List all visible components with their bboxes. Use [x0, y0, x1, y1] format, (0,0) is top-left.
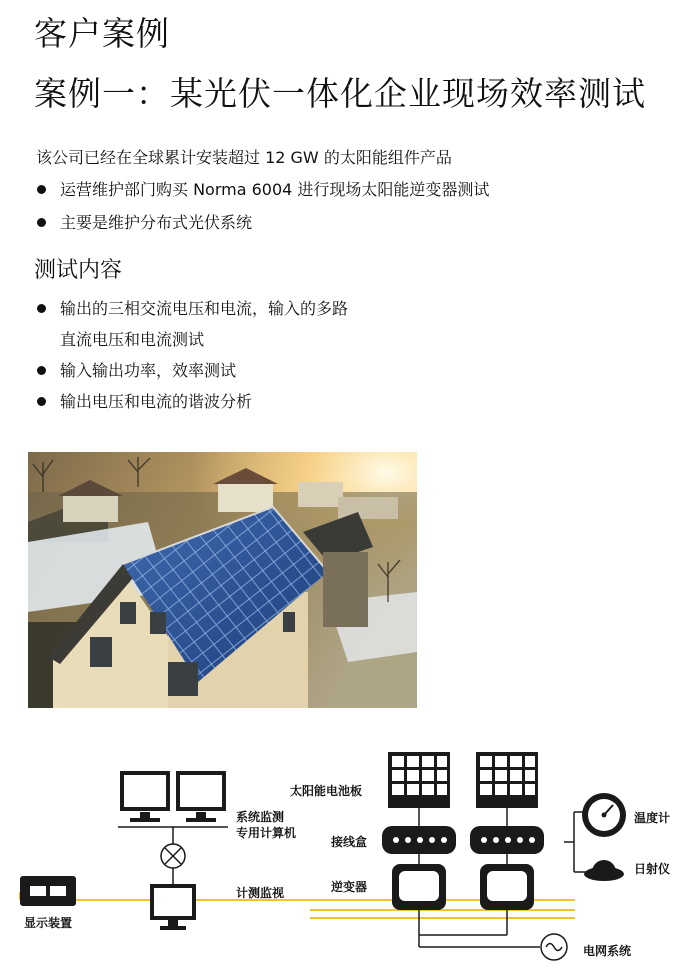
bullet-icon [37, 218, 46, 227]
bullet-icon [37, 304, 46, 313]
junction-box-label: 接线盒 [331, 835, 368, 849]
grid-ac-source-icon [541, 934, 567, 960]
inverter-icon [392, 864, 446, 910]
bullet-icon [37, 185, 46, 194]
measure-monitor-icon [152, 886, 194, 930]
test-content-list [36, 293, 348, 417]
monitor-computer-label-line2: 专用计算机 [236, 826, 297, 840]
measure-monitor-label: 计测监视 [236, 886, 285, 900]
solar-panel-icon [476, 752, 538, 808]
page-title: 客户案例 [34, 14, 170, 53]
list-item [36, 293, 348, 324]
display-device-label: 显示装置 [24, 916, 73, 930]
list-item [36, 209, 489, 242]
list-item-text: 输出电压和电流的谐波分析 [60, 392, 253, 411]
list-item-text: 主要是维护分布式光伏系统 [60, 213, 253, 232]
thermometer-gauge-icon [582, 793, 626, 837]
list-item [36, 355, 348, 386]
list-item-continuation [36, 324, 348, 355]
junction-box-icon [470, 826, 544, 854]
list-item [36, 386, 348, 417]
grid-label: 电网系统 [583, 944, 632, 958]
list-item [36, 176, 489, 209]
inverter-label: 逆变器 [331, 880, 368, 894]
solar-panel-icon [388, 752, 450, 808]
list-item-text: 运营维护部门购买 Norma 6004 进行现场太阳能逆变器测试 [60, 180, 490, 199]
pyranometer-icon [584, 860, 624, 881]
solar-panel-label: 太阳能电池板 [290, 784, 363, 798]
list-item-text: 输出的三相交流电压和电流，输入的多路 [60, 299, 349, 318]
bullet-icon [37, 397, 46, 406]
list-item-text: 直流电压和电流测试 [60, 330, 205, 349]
list-item-text: 输入输出功率，效率测试 [60, 361, 237, 380]
display-device-icon [20, 876, 76, 906]
bullet-icon [37, 366, 46, 375]
monitor-computer-label-line1: 系统监测 [236, 810, 285, 824]
pyranometer-label: 日射仪 [634, 862, 671, 876]
thermometer-label: 温度计 [634, 811, 671, 825]
intro-text: 该公司已经在全球累计安装超过 12 GW 的太阳能组件产品 [36, 148, 452, 167]
network-hub-icon [161, 844, 185, 868]
test-setup-diagram [0, 740, 690, 975]
intro-bullet-list [36, 176, 489, 242]
junction-box-icon [382, 826, 456, 854]
solar-house-photo [28, 452, 417, 708]
monitor-icon [122, 773, 168, 822]
case-subtitle: 案例一：某光伏一体化企业现场效率测试 [34, 74, 646, 113]
monitor-icon [178, 773, 224, 822]
inverter-icon [480, 864, 534, 910]
section-title: 测试内容 [34, 258, 123, 283]
